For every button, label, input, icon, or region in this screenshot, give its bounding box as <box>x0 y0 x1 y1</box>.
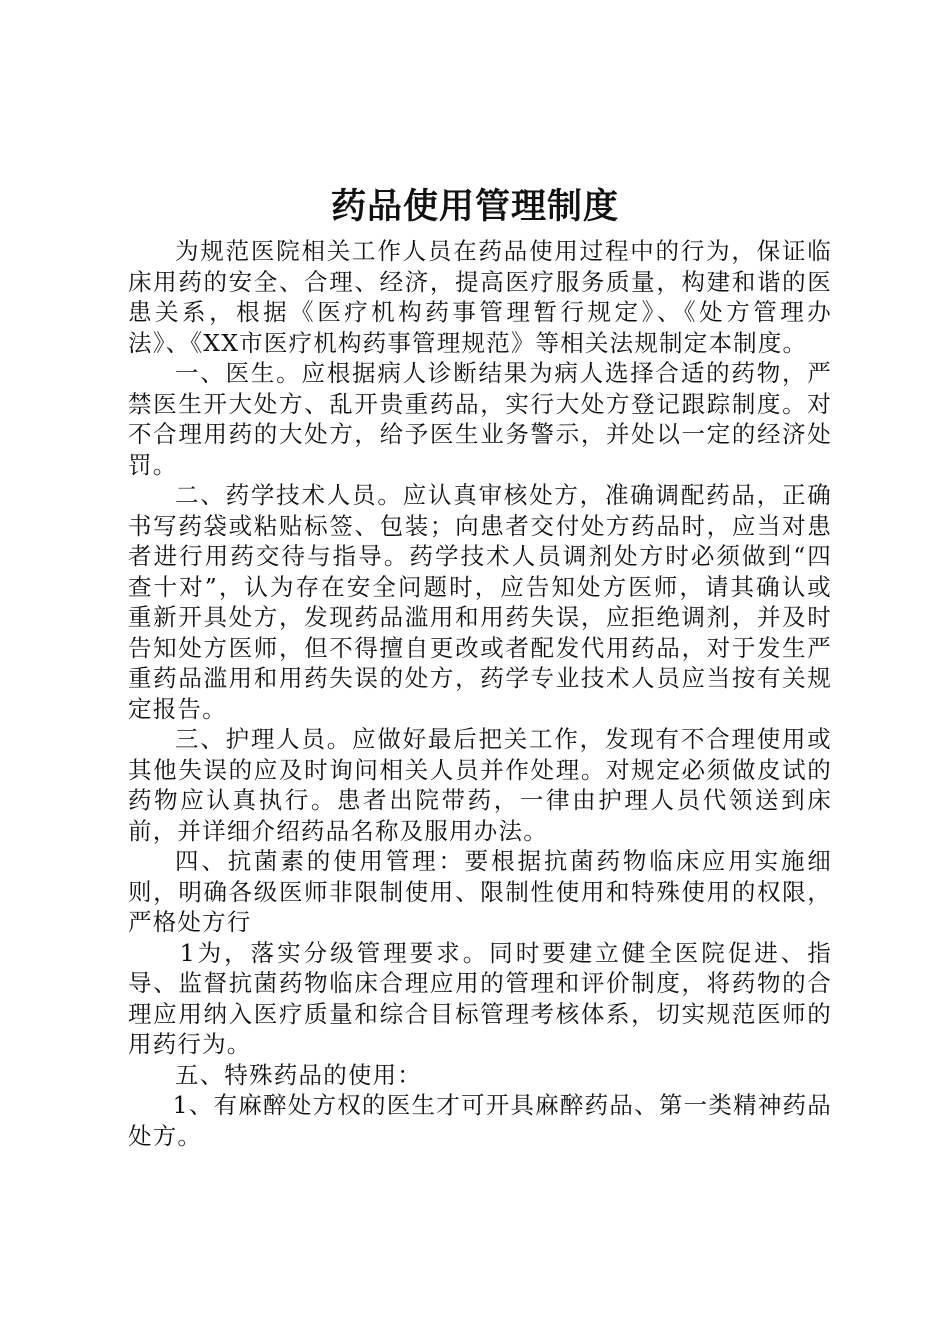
paragraph-special-drugs-item-1: 1、有麻醉处方权的医生才可开具麻醉药品、第一类精神药品处方。 <box>128 1091 832 1150</box>
paragraph-antibiotics: 四、抗菌素的使用管理：要根据抗菌药物临床应用实施细则，明确各级医师非限制使用、限制性使用和特殊使用的权限，严格处方行 <box>128 847 832 936</box>
paragraph-nurse: 三、护理人员。应做好最后把关工作，发现有不合理使用或其他失误的应及时询问相关人员并作处理。对规定必须做皮试的药物应认真执行。患者出院带药，一律由护理人员代领送到床前，并详细介绍药品名称及服用办法。 <box>128 725 832 845</box>
paragraph-pharmacist: 二、药学技术人员。应认真审核处方，准确调配药品，正确书写药袋或粘贴标签、包装；向患者交付处方药品时，应当对患者进行用药交待与指导。药学技术人员调剂处方时必须做到“四查十对”，认为存在安全问题时，应告知处方医师，请其确认或重新开具处方，发现药品滥用和用药失误，应拒绝调剂，并及时告知处方医师，但不得擅自更改或者配发代用药品，对于发生严重药品滥用和用药失误的处方，药学专业技术人员应当按有关规定报告。 <box>128 481 832 723</box>
paragraph-antibiotics-continued: 1为，落实分级管理要求。同时要建立健全医院促进、指导、监督抗菌药物临床合理应用的管理和评价制度，将药物的合理应用纳入医疗质量和综合目标管理考核体系，切实规范医师的用药行为。 <box>128 938 832 1058</box>
document-title: 药品使用管理制度 <box>330 187 619 227</box>
document-body <box>128 236 832 1151</box>
paragraph-doctor: 一、医生。应根据病人诊断结果为病人选择合适的药物，严禁医生开大处方、乱开贵重药品，实行大处方登记跟踪制度。对不合理用药的大处方，给予医生业务警示，并处以一定的经济处罚。 <box>128 359 832 479</box>
paragraph-special-drugs-heading: 五、特殊药品的使用： <box>175 1060 422 1089</box>
paragraph-intro: 为规范医院相关工作人员在药品使用过程中的行为，保证临床用药的安全、合理、经济，提高医疗服务质量，构建和谐的医患关系，根据《医疗机构药事管理暂行规定》、《处方管理办法》、《XX市医疗机构药事管理规范》等相关法规制定本制度。 <box>128 237 832 357</box>
